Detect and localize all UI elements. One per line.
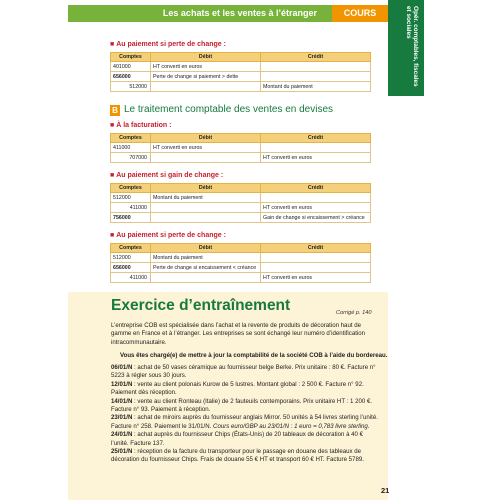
entry-text: : achat de miroirs auprès du fournisseur anglais Mirror. 50 unités à 54 livres sterling l’unité. Facture n° 258. Paiement le 31/01/N. — [111, 414, 378, 430]
entry-date: 25/01/N — [111, 448, 133, 456]
section-label-gain-sale: ■ Au paiement si gain de change : — [110, 172, 224, 179]
table-row — [111, 203, 371, 213]
table-row — [111, 193, 371, 203]
entry-date: 06/01/N — [111, 364, 133, 371]
corrige-reference: Corrigé p. 140 — [336, 310, 372, 316]
exercise-entries — [111, 364, 379, 465]
header-comptes: Comptes — [111, 134, 151, 143]
credit-cell — [261, 72, 371, 82]
credit-cell — [261, 193, 371, 203]
debit-cell — [151, 273, 261, 283]
header-comptes: Comptes — [111, 184, 151, 193]
exercise-entry — [111, 414, 379, 431]
account-cell: 512000 — [111, 82, 151, 92]
debit-cell: HT converti en euros — [151, 62, 261, 72]
section-label-loss-purchase: ■ Au paiement si perte de change : — [110, 41, 226, 48]
credit-cell — [261, 143, 371, 153]
entry-text: : vente au client polonais Kurow de 5 lustres. Montant global : 2 500 €. Facture n° 92. Paiement dès réception. — [111, 380, 364, 397]
entry-date: 14/01/N — [111, 397, 133, 405]
account-cell: 756000 — [111, 213, 151, 223]
account-cell: 401000 — [111, 62, 151, 72]
subsection-letter: B — [110, 105, 120, 116]
journal-table-gain-sale — [110, 183, 371, 223]
account-cell: 656000 — [111, 72, 151, 82]
header-comptes: Comptes — [111, 244, 151, 253]
table-row — [111, 273, 371, 283]
debit-cell — [151, 213, 261, 223]
table-header-row — [111, 244, 371, 253]
entry-text: : réception de la facture du transporteur pour le passage en douane des tableaux de décoration du fournisseur Chips. Frais de douane 55 € HT et transport 60 € HT. Facture 5789. — [111, 448, 364, 464]
entry-date: 23/01/N — [111, 414, 133, 422]
entry-date: 12/01/N — [111, 380, 133, 388]
page-title: Les achats et les ventes à l’étranger — [162, 8, 317, 18]
section-label-loss-sale: ■ Au paiement si perte de change : — [110, 232, 226, 239]
bullet-icon: ■ — [110, 232, 115, 239]
credit-cell: HT converti en euros — [261, 153, 371, 163]
exercise-intro: L’entreprise COB est spécialisée dans l’achat et la revente de produits de décoration haut de gamme en France et à l’étranger. Les entreprises se sont échangé leur numéro d’identification intracommunautaire. — [111, 322, 366, 346]
entry-date: 24/01/N — [111, 431, 133, 439]
bullet-icon: ■ — [110, 172, 115, 179]
header-credit: Crédit — [261, 244, 371, 253]
table-row — [111, 143, 371, 153]
exercise-title: Exercice d’entraînement — [111, 297, 291, 314]
credit-cell: Gain de change si encaissement > créance — [261, 213, 371, 223]
entry-text: : achat de 50 vases céramique au fournisseur belge Berke. Prix unitaire : 80 €. Facture n° 5223 à régler sous 30 jours. — [111, 364, 376, 380]
bullet-icon: ■ — [110, 41, 115, 48]
debit-cell: HT converti en euros — [151, 143, 261, 153]
debit-cell: Montant du paiement — [151, 193, 261, 203]
header-credit: Crédit — [261, 184, 371, 193]
entry-note: Cours euro/GBP au 23/01/N : 1 euro = 0,783 livre sterling. — [211, 422, 370, 430]
entry-text: : vente au client Ronteau (Italie) de 2 fauteuils contemporains. Prix unitaire HT : 1 200 €. Facture n° 93. Paiement à réception. — [111, 397, 373, 414]
credit-cell: HT converti en euros — [261, 203, 371, 213]
header-credit: Crédit — [261, 53, 371, 62]
table-header-row — [111, 53, 371, 62]
header-debit: Débit — [151, 244, 261, 253]
page-number: 21 — [381, 486, 390, 495]
account-cell: 411000 — [111, 273, 151, 283]
subsection-title: Le traitement comptable des ventes en devises — [124, 104, 334, 115]
table-row — [111, 213, 371, 223]
bullet-icon: ■ — [110, 122, 115, 129]
journal-table-loss-purchase — [110, 52, 371, 92]
table-row — [111, 263, 371, 273]
credit-cell — [261, 253, 371, 263]
account-cell: 512000 — [111, 193, 151, 203]
exercise-entry — [111, 431, 379, 448]
exercise-task: Vous êtes chargé(e) de mettre à jour la comptabilité de la société COB à l’aide du bordereau. — [120, 352, 388, 359]
header-debit: Débit — [151, 134, 261, 143]
table-row — [111, 62, 371, 72]
debit-cell — [151, 203, 261, 213]
side-tab — [388, 0, 424, 96]
table-row — [111, 253, 371, 263]
table-header-row — [111, 184, 371, 193]
side-tab-label: Opér. comptables, fiscales et sociales — [405, 6, 419, 87]
section-label-invoice: ■ À la facturation : — [110, 122, 172, 129]
account-cell: 411000 — [111, 143, 151, 153]
header-debit: Débit — [151, 53, 261, 62]
entry-text: : achat auprès du fournisseur Chips (États-Unis) de 20 tableaux de décoration à 40 € l’unité. Facture 137. — [111, 431, 364, 447]
table-row — [111, 82, 371, 92]
table-row — [111, 153, 371, 163]
journal-table-invoice — [110, 133, 371, 163]
debit-cell — [151, 82, 261, 92]
section-tag: COURS — [332, 5, 388, 22]
exercise-entry — [111, 448, 379, 465]
credit-cell: Montant du paiement — [261, 82, 371, 92]
exercise-entry — [111, 381, 379, 398]
credit-cell — [261, 62, 371, 72]
account-cell: 411000 — [111, 203, 151, 213]
debit-cell — [151, 153, 261, 163]
debit-cell: Perte de change si encaissement < créance — [151, 263, 261, 273]
account-cell: 656000 — [111, 263, 151, 273]
exercise-entry — [111, 364, 379, 381]
debit-cell: Montant du paiement — [151, 253, 261, 263]
journal-table-loss-sale — [110, 243, 371, 283]
header-comptes: Comptes — [111, 53, 151, 62]
credit-cell: HT converti en euros — [261, 273, 371, 283]
header-debit: Débit — [151, 184, 261, 193]
credit-cell — [261, 263, 371, 273]
table-header-row — [111, 134, 371, 143]
account-cell: 512000 — [111, 253, 151, 263]
exercise-entry — [111, 398, 379, 415]
header-bar — [68, 5, 388, 22]
table-row — [111, 72, 371, 82]
account-cell: 707000 — [111, 153, 151, 163]
debit-cell: Perte de change si paiement > dette — [151, 72, 261, 82]
header-credit: Crédit — [261, 134, 371, 143]
